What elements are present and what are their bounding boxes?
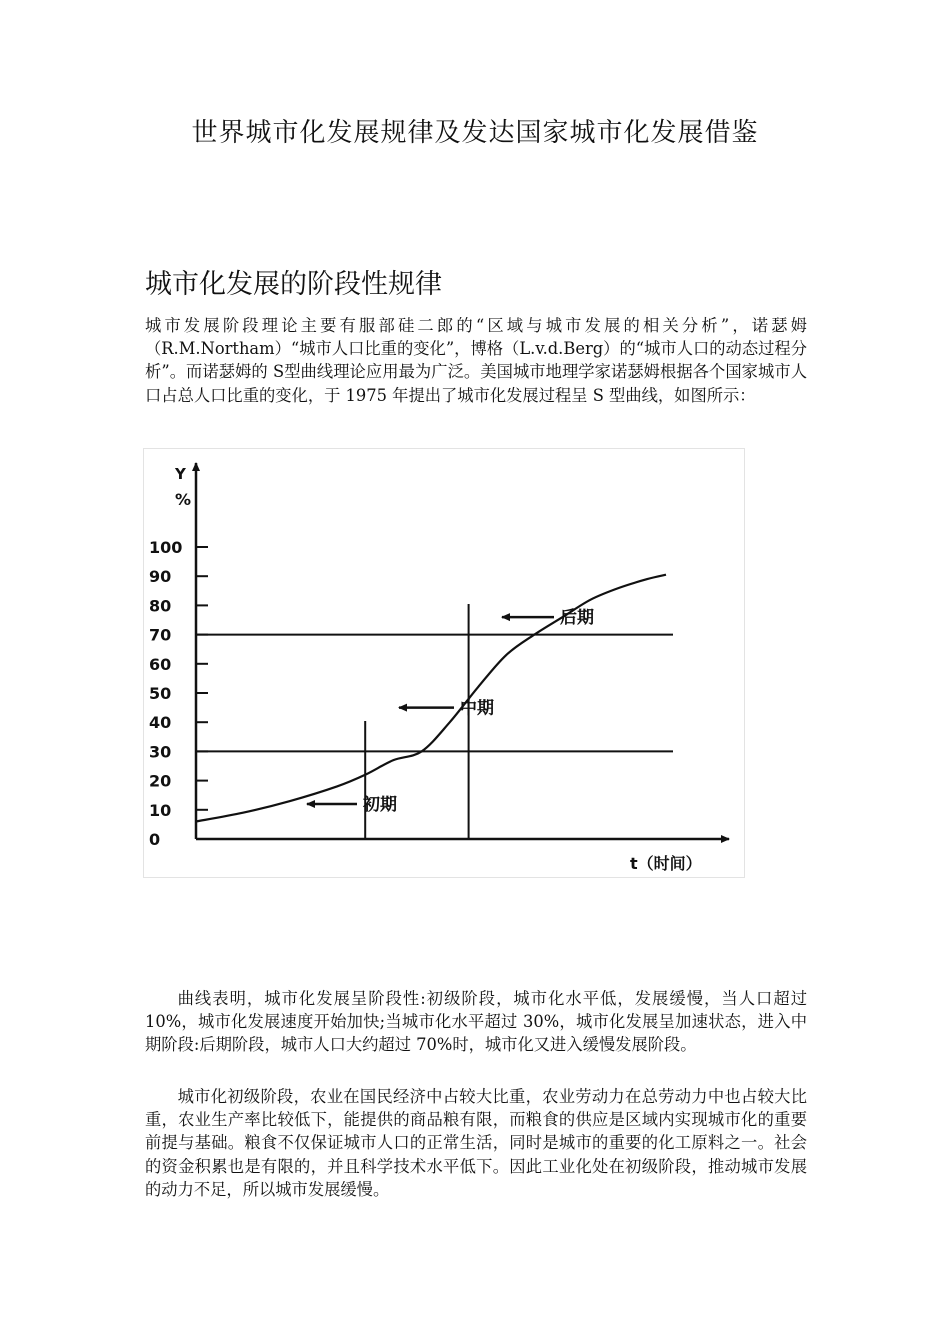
threshold-lines (196, 635, 673, 752)
annotation-label: 后期 (560, 608, 594, 629)
early-stage-paragraph: 城市化初级阶段，农业在国民经济中占较大比重，农业劳动力在总劳动力中也占较大比重，农业生产率比较低下，能提供的商品粮有限，而粮食的供应是区域内实现城市化的重要前提与基础。粮食不仅保证城市人口的正常生活，同时是城市的重要的化工原料之一。社会的资金积累也是有限的，并且科学技术水平低下。因此工业化处在初级阶段，推动城市发展的动力不足，所以城市发展缓慢。 (145, 1087, 807, 1199)
y-tick-label: 40 (149, 713, 172, 733)
y-tick-label: 90 (149, 567, 172, 587)
x-axis-label: t（时间） (630, 854, 702, 873)
y-ticks (149, 538, 208, 849)
section-heading: 城市化发展的阶段性规律 (145, 269, 442, 300)
y-tick-label: 70 (149, 625, 172, 645)
s-curve-chart (144, 449, 744, 877)
y-tick-label: 60 (149, 654, 172, 674)
y-axis-label: Y (175, 465, 186, 483)
y-axis-unit: % (175, 490, 192, 509)
y-tick-label: 0 (149, 830, 161, 849)
stage-annotations (307, 607, 594, 815)
s-curve (196, 575, 666, 822)
s-curve-line (196, 575, 666, 822)
annotation-label: 初期 (363, 794, 397, 815)
y-tick-label: 50 (149, 684, 172, 703)
y-tick-label: 80 (149, 596, 172, 616)
curve-explanation-paragraph: 曲线表明，城市化发展呈阶段性:初级阶段，城市化水平低，发展缓慢，当人口超过 10%，城市化发展速度开始加快;当城市化水平超过 30%，城市化发展呈加速状态，进入中期阶段:后期阶段，城市人口大约超过 70%时，城市化又进入缓慢发展阶段。 (145, 989, 807, 1055)
chart-axes (196, 463, 729, 839)
y-tick-label: 10 (149, 800, 172, 820)
y-tick-label: 20 (149, 771, 172, 791)
s-curve-figure (143, 448, 745, 878)
intro-paragraph: 城市发展阶段理论主要有服部硅二郎的“区域与城市发展的相关分析”，诺瑟姆（R.M.Northam）“城市人口比重的变化”，博格（L.v.d.Berg）的“城市人口的动态过程分析”。而诺瑟姆的 S型曲线理论应用最为广泛。美国城市地理学家诺瑟姆根据各个国家城市人口占总人口比重的变化，于 1975 年提出了城市化发展过程呈 S 型曲线，如图所示： (145, 316, 807, 405)
y-tick-label: 100 (149, 538, 183, 557)
page-title: 世界城市化发展规律及发达国家城市化发展借鉴 (191, 118, 759, 148)
y-tick-label: 30 (149, 742, 172, 762)
annotation-label: 中期 (460, 698, 494, 719)
